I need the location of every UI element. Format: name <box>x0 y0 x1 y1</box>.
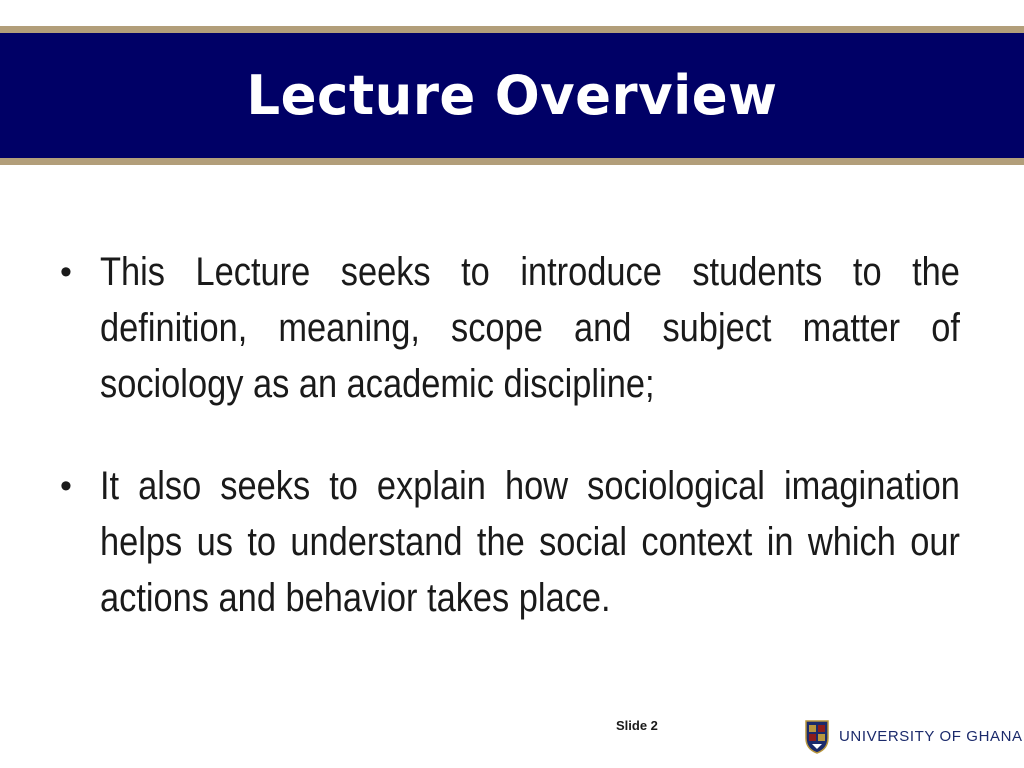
university-logo <box>803 718 1023 754</box>
bottom-accent-rule <box>0 158 1024 165</box>
bullet-marker: • <box>60 467 72 505</box>
bullet-text: It also seeks to explain how sociological imagination helps us to understand the social context in which our actions and behavior takes place. <box>100 464 960 620</box>
bullet-item <box>60 244 962 412</box>
top-accent-rule <box>0 26 1024 33</box>
university-crest-icon <box>803 718 831 754</box>
bullet-text: This Lecture seeks to introduce students to the definition, meaning, scope and subject matter of sociology as an academic discipline; <box>100 250 960 406</box>
bullet-marker: • <box>60 253 72 291</box>
title-band <box>0 33 1024 158</box>
bullet-item <box>60 458 962 626</box>
slide-title: Lecture Overview <box>246 64 778 127</box>
institution-name: UNIVERSITY OF GHANA <box>839 727 1023 745</box>
bullet-list <box>60 244 962 672</box>
slide-number: Slide 2 <box>616 718 658 733</box>
